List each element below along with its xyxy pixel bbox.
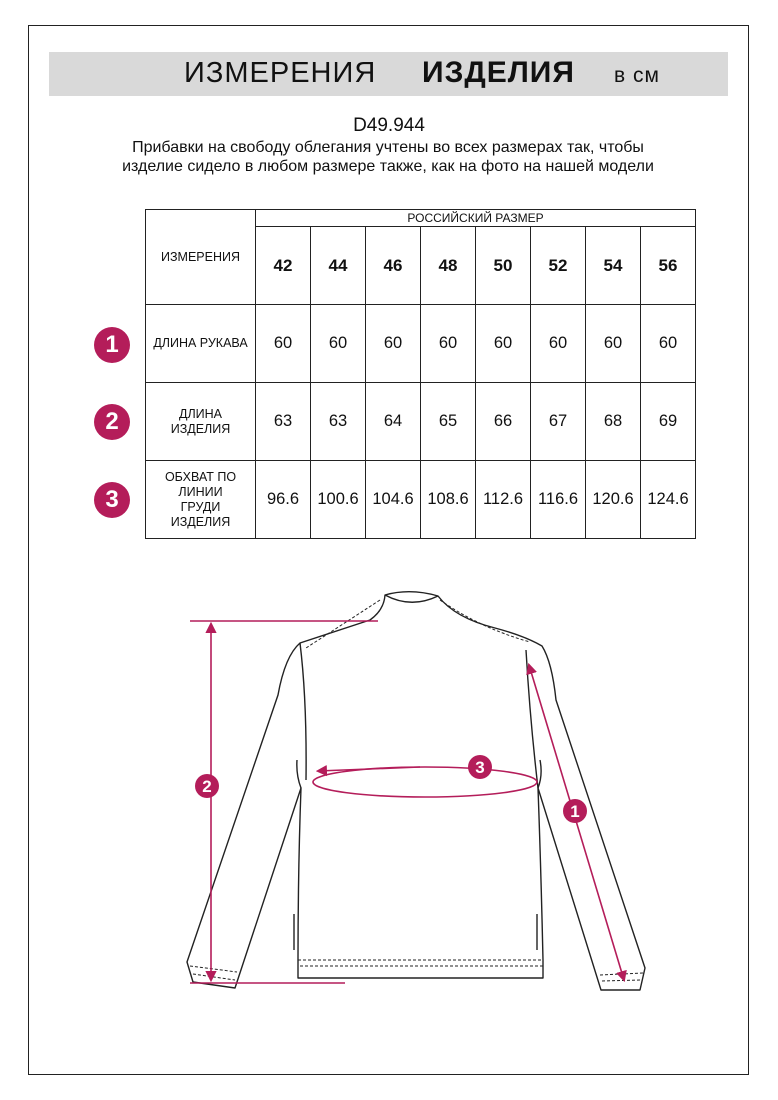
table-cell: 64 [366, 383, 421, 461]
table-cell: 60 [476, 305, 531, 383]
table-cell: 60 [366, 305, 421, 383]
table-cell: 112.6 [476, 461, 531, 539]
diagram-marker-sleeve-label: 1 [570, 802, 580, 821]
size-header: 50 [476, 227, 531, 305]
diagram-marker-length-label: 2 [202, 777, 212, 796]
table-cell: 69 [641, 383, 696, 461]
diagram-marker-chest-label: 3 [475, 758, 485, 777]
marker-sleeve-length: 1 [94, 327, 130, 363]
table-cell: 108.6 [421, 461, 476, 539]
table-cell: 60 [641, 305, 696, 383]
size-header: 46 [366, 227, 421, 305]
article-code: D49.944 [353, 115, 425, 136]
row-label: ДЛИНА ИЗДЕЛИЯ [146, 383, 256, 461]
chest-ellipse [313, 767, 537, 797]
marker-chest-girth: 3 [94, 482, 130, 518]
garment-silhouette [187, 592, 645, 990]
size-group-header: РОССИЙСКИЙ РАЗМЕР [256, 210, 696, 227]
stitching-lines [190, 600, 643, 981]
title-part1: ИЗМЕРЕНИЯ [184, 57, 377, 89]
table-cell: 60 [256, 305, 311, 383]
table-cell: 104.6 [366, 461, 421, 539]
table-cell: 67 [531, 383, 586, 461]
table-cell: 60 [421, 305, 476, 383]
shoulder-seam-right [526, 650, 538, 788]
table-cell: 66 [476, 383, 531, 461]
title-part2: ИЗДЕЛИЯ [422, 56, 575, 89]
size-header: 54 [586, 227, 641, 305]
table-cell: 63 [311, 383, 366, 461]
collar-line [385, 595, 438, 602]
table-cell: 65 [421, 383, 476, 461]
table-cell: 116.6 [531, 461, 586, 539]
size-header: 44 [311, 227, 366, 305]
unit-label: в см [614, 64, 660, 87]
shoulder-seam-left [300, 643, 306, 780]
table-cell: 60 [311, 305, 366, 383]
row-label: ДЛИНА РУКАВА [146, 305, 256, 383]
table-cell: 124.6 [641, 461, 696, 539]
table-cell: 60 [586, 305, 641, 383]
measurements-header: ИЗМЕРЕНИЯ [146, 210, 256, 305]
fit-note: Прибавки на свободу облегания учтены во всех размерах так, чтобы изделие сидело в любом размере также, как на фото на нашей модели [122, 139, 654, 175]
marker-garment-length: 2 [94, 404, 130, 440]
chest-arrow [318, 767, 420, 771]
table-cell: 96.6 [256, 461, 311, 539]
row-label: ОБХВАТ ПО ЛИНИИ ГРУДИ ИЗДЕЛИЯ [146, 461, 256, 539]
table-cell: 100.6 [311, 461, 366, 539]
table-cell: 60 [531, 305, 586, 383]
size-header: 48 [421, 227, 476, 305]
chest-curve-left [297, 760, 301, 788]
size-header: 42 [256, 227, 311, 305]
turtleneck-outline [187, 592, 645, 990]
size-header: 56 [641, 227, 696, 305]
table-cell: 120.6 [586, 461, 641, 539]
table-cell: 68 [586, 383, 641, 461]
chest-curve-right [538, 760, 541, 788]
table-cell: 63 [256, 383, 311, 461]
size-header: 52 [531, 227, 586, 305]
